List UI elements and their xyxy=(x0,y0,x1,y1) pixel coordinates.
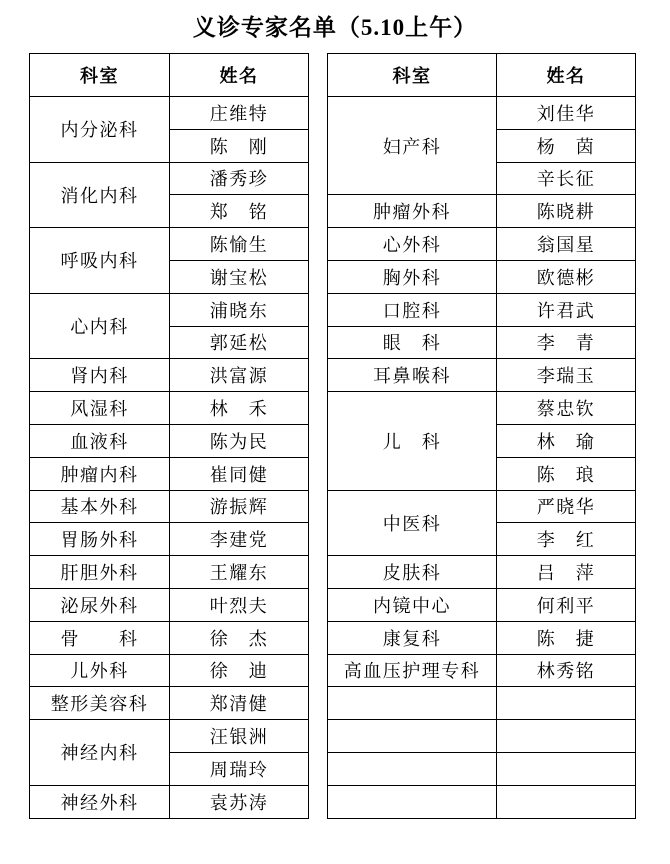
dept-cell: 儿外科 xyxy=(30,654,170,687)
table-row xyxy=(30,621,309,654)
table-row xyxy=(30,687,309,720)
table-row xyxy=(30,785,309,818)
table-row xyxy=(30,556,309,589)
name-cell: 杨 茵 xyxy=(497,129,636,162)
column-header-name: 姓名 xyxy=(497,54,636,97)
name-cell: 李瑞玉 xyxy=(497,359,636,392)
name-cell: 郑清健 xyxy=(170,687,309,720)
table-row xyxy=(328,228,636,261)
table-row xyxy=(30,228,309,261)
table-row xyxy=(328,392,636,425)
table-row xyxy=(328,195,636,228)
column-header-dept: 科室 xyxy=(30,54,170,97)
dept-cell: 中医科 xyxy=(328,490,497,556)
name-cell: 庄维特 xyxy=(170,97,309,130)
table-row xyxy=(30,654,309,687)
name-cell: 郑 铭 xyxy=(170,195,309,228)
column-header-name: 姓名 xyxy=(170,54,309,97)
tables-container xyxy=(29,53,670,819)
dept-cell: 康复科 xyxy=(328,621,497,654)
empty-dept-cell xyxy=(328,687,497,720)
dept-cell: 呼吸内科 xyxy=(30,228,170,294)
table-row xyxy=(328,785,636,818)
name-cell: 吕 萍 xyxy=(497,556,636,589)
table-row xyxy=(328,654,636,687)
name-cell: 叶烈夫 xyxy=(170,588,309,621)
table-row xyxy=(328,588,636,621)
name-cell: 徐 迪 xyxy=(170,654,309,687)
dept-cell: 神经外科 xyxy=(30,785,170,818)
name-cell: 王耀东 xyxy=(170,556,309,589)
empty-dept-cell xyxy=(328,785,497,818)
name-cell: 汪银洲 xyxy=(170,720,309,753)
dept-cell: 眼 科 xyxy=(328,326,497,359)
dept-cell: 口腔科 xyxy=(328,293,497,326)
column-header-dept: 科室 xyxy=(328,54,497,97)
name-cell: 洪富源 xyxy=(170,359,309,392)
dept-cell: 心内科 xyxy=(30,293,170,359)
dept-cell: 妇产科 xyxy=(328,97,497,195)
dept-cell: 内分泌科 xyxy=(30,97,170,163)
name-cell: 周瑞玲 xyxy=(170,752,309,785)
table-row xyxy=(30,457,309,490)
name-cell: 郭延松 xyxy=(170,326,309,359)
left-table-body xyxy=(30,97,309,819)
empty-name-cell xyxy=(497,785,636,818)
dept-cell: 高血压护理专科 xyxy=(328,654,497,687)
table-row xyxy=(328,490,636,523)
name-cell: 翁国星 xyxy=(497,228,636,261)
dept-cell: 基本外科 xyxy=(30,490,170,523)
name-cell: 林秀铭 xyxy=(497,654,636,687)
table-row xyxy=(30,720,309,753)
dept-cell: 整形美容科 xyxy=(30,687,170,720)
table-row xyxy=(30,424,309,457)
name-cell: 徐 杰 xyxy=(170,621,309,654)
empty-name-cell xyxy=(497,752,636,785)
table-row xyxy=(328,97,636,130)
empty-name-cell xyxy=(497,687,636,720)
name-cell: 李 红 xyxy=(497,523,636,556)
dept-cell: 胸外科 xyxy=(328,260,497,293)
table-row xyxy=(30,588,309,621)
empty-dept-cell xyxy=(328,720,497,753)
table-row xyxy=(30,523,309,556)
table-row xyxy=(328,260,636,293)
name-cell: 陈愉生 xyxy=(170,228,309,261)
name-cell: 林 禾 xyxy=(170,392,309,425)
empty-dept-cell xyxy=(328,752,497,785)
name-cell: 李建党 xyxy=(170,523,309,556)
dept-cell: 肿瘤外科 xyxy=(328,195,497,228)
dept-cell: 心外科 xyxy=(328,228,497,261)
name-cell: 严晓华 xyxy=(497,490,636,523)
document-page xyxy=(0,13,670,819)
table-row xyxy=(328,752,636,785)
expert-table-left xyxy=(29,53,309,819)
name-cell: 陈 刚 xyxy=(170,129,309,162)
dept-cell: 儿 科 xyxy=(328,392,497,490)
name-cell: 游振辉 xyxy=(170,490,309,523)
dept-cell: 风湿科 xyxy=(30,392,170,425)
dept-cell: 内镜中心 xyxy=(328,588,497,621)
name-cell: 何利平 xyxy=(497,588,636,621)
name-cell: 谢宝松 xyxy=(170,260,309,293)
name-cell: 崔同健 xyxy=(170,457,309,490)
name-cell: 陈 捷 xyxy=(497,621,636,654)
table-row xyxy=(30,97,309,130)
table-row xyxy=(30,490,309,523)
expert-table-right xyxy=(327,53,636,819)
name-cell: 许君武 xyxy=(497,293,636,326)
name-cell: 辛长征 xyxy=(497,162,636,195)
name-cell: 浦晓东 xyxy=(170,293,309,326)
name-cell: 陈为民 xyxy=(170,424,309,457)
table-row xyxy=(30,359,309,392)
name-cell: 刘佳华 xyxy=(497,97,636,130)
dept-cell: 胃肠外科 xyxy=(30,523,170,556)
page-title: 义诊专家名单（5.10上午） xyxy=(192,15,478,40)
table-row xyxy=(328,293,636,326)
table-row xyxy=(30,392,309,425)
table-row xyxy=(328,720,636,753)
dept-cell: 肿瘤内科 xyxy=(30,457,170,490)
dept-cell: 肝胆外科 xyxy=(30,556,170,589)
table-row xyxy=(328,359,636,392)
dept-cell: 皮肤科 xyxy=(328,556,497,589)
table-row xyxy=(328,687,636,720)
header-row xyxy=(328,54,636,97)
name-cell: 林 瑜 xyxy=(497,424,636,457)
dept-cell: 骨 科 xyxy=(30,621,170,654)
header-row xyxy=(30,54,309,97)
name-cell: 袁苏涛 xyxy=(170,785,309,818)
name-cell: 潘秀珍 xyxy=(170,162,309,195)
dept-cell: 血液科 xyxy=(30,424,170,457)
table-row xyxy=(30,293,309,326)
name-cell: 蔡忠钦 xyxy=(497,392,636,425)
table-row xyxy=(328,326,636,359)
right-table-body xyxy=(328,97,636,819)
table-row xyxy=(30,162,309,195)
dept-cell: 神经内科 xyxy=(30,720,170,786)
dept-cell: 消化内科 xyxy=(30,162,170,228)
name-cell: 欧德彬 xyxy=(497,260,636,293)
name-cell: 陈晓耕 xyxy=(497,195,636,228)
table-row xyxy=(328,621,636,654)
empty-name-cell xyxy=(497,720,636,753)
name-cell: 李 青 xyxy=(497,326,636,359)
name-cell: 陈 琅 xyxy=(497,457,636,490)
dept-cell: 泌尿外科 xyxy=(30,588,170,621)
dept-cell: 耳鼻喉科 xyxy=(328,359,497,392)
table-row xyxy=(328,556,636,589)
dept-cell: 肾内科 xyxy=(30,359,170,392)
